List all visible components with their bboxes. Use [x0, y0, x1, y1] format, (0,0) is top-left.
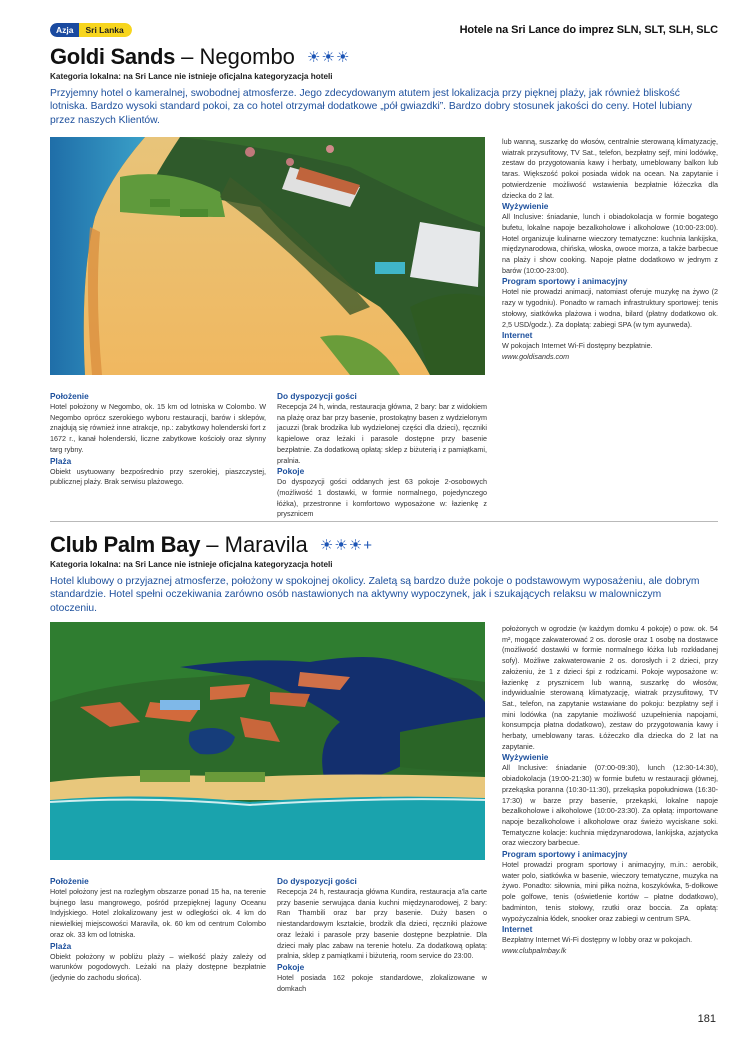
hotel-goldi-sands [50, 44, 718, 127]
section-text-beach: Obiekt usytuowany bezpośrednio przy szerokiej, piaszczystej, publicznej plaży. Brak serwisu plażowego. [50, 466, 266, 487]
column-left [50, 876, 266, 984]
section-text-board: All Inclusive: śniadanie (07:00-09:30), lunch (12:30-14:30), obiadokolacja (19:00-21:30) w formie bufetu w restauracji głównej, przekąska poranna (10:30-11:30), przekąska popołudniowa (16:30-17:30) w barze przy basenie, przekąski, lokalne napoje bezalkoholowe i alkoholowe (10:00-23:30). Za opłatą: importowane napoje bezalkoholowe i alkoholowe oraz świeżo wyciskane soki. Tematyczne kolacje: kuchnia międzynarodowa, lankijska, azjatycka oraz wieczory barbecue. [502, 763, 718, 848]
section-text-sport: Hotel nie prowadzi animacji, natomiast oferuje muzykę na żywo (2 razy w tygodniu). Ponadto w ramach infrastruktury sportowej: tenis stołowy, siatkówka plażowa i wodna, bilard (płatny dodatkowo ok. 2,5 USD/godz.). Za dopłatą: zabiegi SPA (w tym ayurweda). [502, 287, 718, 329]
hotel-lead: Przyjemny hotel o kameralnej, swobodnej atmosferze. Jego zdecydowanym atutem jest lokalizacja przy pięknej plaży, jak również bliskość lotniska. Bardzo wysoki standard pokoi, za co hotel otrzymał dodatkowe „pół gwiazdki”. Bardzo dobry stosunek jakości do ceny. Hotel lubiany przez naszych Klientów. [50, 88, 692, 126]
section-heading-location: Położenie [50, 391, 89, 401]
section-heading-sport: Program sportowy i animacyjny [502, 849, 628, 860]
hotel-title [50, 532, 718, 559]
hotel-lead: Hotel klubowy o przyjaznej atmosferze, położony w spokojnej okolicy. Zaletą są bardzo duże pokoje o podstawowym wyposażeniu, ale dobrym standardzie. Hotel spełni oczekiwania zarówno osób nastawionych na aktywny wypoczynek, jak i szukających relaksu w malowniczym otoczeniu. [50, 576, 700, 614]
section-heading-beach: Plaża [50, 455, 72, 466]
section-heading-location: Położenie [50, 876, 89, 886]
section-heading-rooms: Pokoje [277, 466, 305, 477]
hotel-location: Negombo [199, 44, 295, 69]
hotel-photo-club-palm-bay [50, 622, 485, 860]
section-text-rooms-part2: lub wanną, suszarkę do włosów, centralnie sterowaną klimatyzację, wiatrak przysufitowy, TV Sat., telefon, bezpłatny sejf, mini lodówkę, zestaw do przygotowania kawy i herbaty, umeblowany balkon lub taras. Większość pokoi posiada widok na ocean. Na zapytanie i potwierdzenie możliwość wstawienia bezpłatnie łóżeczka dla dziecka do 2 lat. [502, 137, 718, 200]
breadcrumb-country[interactable]: Sri Lanka [79, 23, 131, 37]
hotel-title [50, 44, 718, 71]
hotel-club-palm-bay [50, 532, 718, 615]
top-bar [50, 23, 718, 39]
section-text-rooms-part1: Hotel posiada 162 pokoje standardowe, zlokalizowane w domkach [277, 972, 487, 993]
section-heading-sport: Program sportowy i animacyjny [502, 276, 628, 287]
section-text-location: Hotel położony jest na rozległym obszarze ponad 15 ha, na terenie bujnego lasu mangrowego, pośród przepięknej laguny Oceanu Indyjskiego. Hotel zlokalizowany jest w odległości ok. 4 km do niewielkiej miejscowości Maravila, ok. 60 km od centrum Colombo oraz ok. 33 km od lotniska. [50, 887, 266, 939]
section-text-board: All Inclusive: śniadanie, lunch i obiadokolacja w formie bogatego bufetu, lokalne napoje bezalkoholowe i alkoholowe (10:00-23:00). Hotel organizuje kulinarne wieczory tematyczne: kuchnia lankijska, międzynarodowa, chińska, włoska, owoce morza, a także barbecue na plaży i show cooking. Napoje płatne dodatkowo w jednym z barów (10:00-23:00). [502, 212, 718, 275]
title-separator: – [175, 44, 200, 69]
hotel-name: Club Palm Bay [50, 532, 201, 557]
section-heading-rooms: Pokoje [277, 961, 305, 972]
section-text-rooms-part2: położonych w ogrodzie (w każdym domku 4 pokoje) o pow. ok. 54 m², mogące zakwaterować 2 os. dorosłe oraz 1 osobę na dostawce (możliwość dostawki w formie normalnego łóżka lub rozkładanej sofy). Możliwe zakwaterowanie 2 os. dorosłych i 2 dzieci, przy założeniu, że 1 z dzieci śpi z rodzicami. Pokoje wyposażone w: łazienkę z prysznicem lub wanną, suszarkę do włosów, indywidualnie sterowaną klimatyzację, wiatrak przysufitowy, TV Sat., telefon, na zapytanie wstawiane do pokoju: bezpłatny sejf i mini lodówka (na zapytanie możliwość uzupełnienia napojami, konsumpcja płatna dodatkowo), zestaw do przygotowania kawy i herbaty, umeblowany taras. Łóżeczko dla dziecka do 2 lat na zapytanie. [502, 624, 718, 751]
sun-rating-icon: ☀☀☀+ [319, 537, 373, 554]
section-text-beach: Obiekt położony w pobliżu plaży – wielkość plaży zależy od warunków pogodowych. Leżaki na plaży dostępne bezpłatnie (jedynie do zachodu słońca). [50, 951, 266, 982]
hotel-photo-goldi-sands [50, 137, 485, 375]
column-middle [277, 391, 487, 520]
section-divider [50, 521, 718, 522]
column-left [50, 391, 266, 488]
section-heading-internet: Internet [502, 924, 533, 935]
section-heading-facilities: Do dyspozycji gości [277, 391, 357, 401]
aerial-lagoon-resort-photo [50, 622, 485, 860]
sun-rating-icon: ☀☀☀ [307, 49, 351, 66]
section-heading-facilities: Do dyspozycji gości [277, 876, 357, 886]
page-number: 181 [697, 1013, 716, 1025]
section-text-internet: W pokojach Internet Wi-Fi dostępny bezpłatnie. [502, 341, 653, 351]
section-text-location: Hotel położony w Negombo, ok. 15 km od lotniska w Colombo. W Negombo oprócz szerokiego wyboru restauracji, barów i sklepów, znajdują się również inne atrakcje, np.: zabytkowy holenderski fort z 1672 r., kanał holenderski, liczne zabytkowe kościoły oraz słynny targ rybny. [50, 402, 266, 454]
breadcrumb-region[interactable]: Azja [50, 23, 79, 37]
section-heading-beach: Plaża [50, 940, 72, 951]
hotel-website-link[interactable]: www.clubpalmbay.lk [502, 945, 567, 955]
section-heading-board: Wyżywienie [502, 201, 549, 212]
section-heading-board: Wyżywienie [502, 752, 549, 763]
section-text-rooms-part1: Do dyspozycji gości oddanych jest 63 pokoje 2-osobowych (możliwość 1 dostawki, w formie normalnego, pojedynczego łóżka), przestronne i komfortowo wyposażone w: łazienkę z prysznicem [277, 477, 487, 519]
column-right [502, 137, 718, 363]
hotel-category: Kategoria lokalna: na Sri Lance nie istnieje oficjalna kategoryzacja hoteli [50, 560, 333, 569]
aerial-beach-hotel-photo [50, 137, 485, 375]
section-text-internet: Bezpłatny Internet Wi-Fi dostępny w lobby oraz w pokojach. [502, 935, 693, 945]
hotel-category: Kategoria lokalna: na Sri Lance nie istnieje oficjalna kategoryzacja hoteli [50, 72, 333, 81]
breadcrumb [50, 23, 132, 37]
section-heading-internet: Internet [502, 330, 533, 341]
section-text-sport: Hotel prowadzi program sportowy i animacyjny, m.in.: aerobik, water polo, siatkówka w basenie, wieczory tematyczne, muzyka na żywo. Ponadto: siłownia, mini piłka nożna, koszykówka, 5-dołkowe pole golfowe, tenis (oświetlenie kortów – płatne dodatkowo), badminton, tenis stołowy, rzutki oraz boccia. Za opłatą: wypożyczalnia łódek, snooker oraz zabiegi w centrum SPA. [502, 860, 718, 923]
section-text-facilities: Recepcja 24 h, restauracja główna Kundira, restauracja a'la carte przy basenie serwująca dania kuchni międzynarodowej, 2 bary: Ran Thambili oraz bar przy basenie. Duży basen o niestandardowym kształcie, brodzik dla dzieci, ręczniki plażowe oraz leżaki i parasole przy basenie dostępne bezpłatnie. Dla dzieci mały plac zabaw na terenie hotelu. Za dodatkową opłatą: pralnia, sklep z pamiątkami i biżuterią, room service do 23:00. [277, 887, 487, 961]
hotel-location: Maravila [224, 532, 308, 557]
column-right [502, 624, 718, 957]
hotel-name: Goldi Sands [50, 44, 176, 69]
page-header-title: Hotele na Sri Lance do imprez SLN, SLT, SLH, SLC [459, 24, 718, 36]
section-text-facilities: Recepcja 24 h, winda, restauracja główna, 2 bary: bar z widokiem na plażę oraz bar przy basenie, prostokątny basen z wydzielonym jacuzzi (brak brodzika lub wydzielonej części dla dzieci), ręczniki kąpielowe oraz leżaki i parasole dostępne przy basenie bezpłatnie. Za dodatkową opłatą: sklep z biżuterią i z pamiątkami, pralnia. [277, 402, 487, 465]
column-middle [277, 876, 487, 994]
title-separator: – [200, 532, 225, 557]
hotel-website-link[interactable]: www.goldisands.com [502, 351, 570, 361]
